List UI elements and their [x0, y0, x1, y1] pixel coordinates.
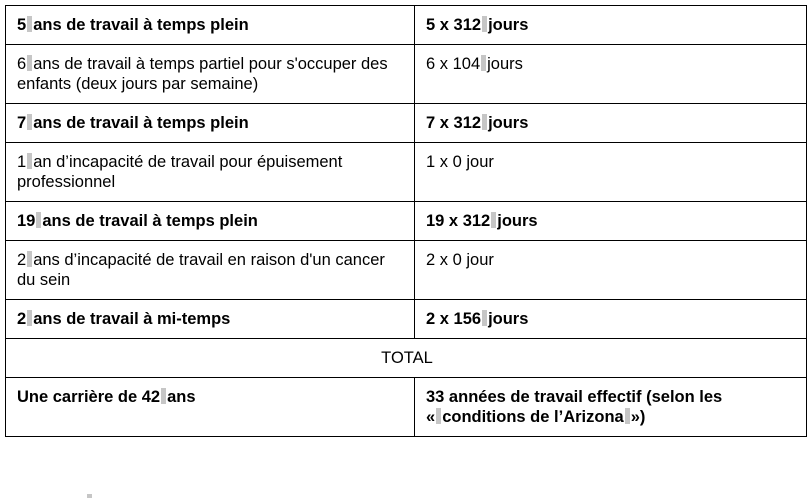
highlight-mark: [27, 114, 32, 130]
highlight-mark: [482, 310, 487, 326]
period-cell: 5 ans de travail à temps plein: [6, 6, 415, 45]
period-cell: 19 ans de travail à temps plein: [6, 202, 415, 241]
table-row: [6, 104, 807, 143]
effective-years-cell: 33 années de travail effectif (selon les « conditions de l’Arizona »): [415, 378, 807, 437]
highlight-mark: [27, 153, 32, 169]
highlight-mark: [27, 55, 32, 71]
days-cell: 2 x 0 jour: [415, 241, 807, 300]
days-cell: 6 x 104 jours: [415, 45, 807, 104]
highlight-mark: [436, 408, 441, 424]
table-row: [6, 202, 807, 241]
table-row: [6, 6, 807, 45]
days-cell: 1 x 0 jour: [415, 143, 807, 202]
period-cell: 7 ans de travail à temps plein: [6, 104, 415, 143]
career-summary-cell: Une carrière de 42 ans: [6, 378, 415, 437]
days-cell: 7 x 312 jours: [415, 104, 807, 143]
days-cell: 2 x 156 jours: [415, 300, 807, 339]
table-row: [6, 45, 807, 104]
days-cell: 19 x 312 jours: [415, 202, 807, 241]
period-cell: 6 ans de travail à temps partiel pour s'occuper des enfants (deux jours par semaine): [6, 45, 415, 104]
period-cell: 1 an d’incapacité de travail pour épuisement professionnel: [6, 143, 415, 202]
table-row: [6, 241, 807, 300]
days-cell: 5 x 312 jours: [415, 6, 807, 45]
highlight-mark: [161, 388, 166, 404]
table-row: [6, 300, 807, 339]
total-label: TOTAL: [6, 339, 807, 378]
table-row: [6, 143, 807, 202]
summary-row: [6, 378, 807, 437]
highlight-mark: [27, 16, 32, 32]
highlight-mark: [27, 310, 32, 326]
highlight-mark: [481, 55, 486, 71]
highlight-mark: [482, 16, 487, 32]
highlight-mark: [482, 114, 487, 130]
career-table: [5, 5, 807, 437]
total-row: [6, 339, 807, 378]
highlight-mark: [36, 212, 41, 228]
highlight-mark: [491, 212, 496, 228]
highlight-mark: [87, 494, 92, 498]
period-cell: 2 ans de travail à mi-temps: [6, 300, 415, 339]
period-cell: 2 ans d’incapacité de travail en raison d'un cancer du sein: [6, 241, 415, 300]
highlight-mark: [27, 251, 32, 267]
highlight-mark: [625, 408, 630, 424]
